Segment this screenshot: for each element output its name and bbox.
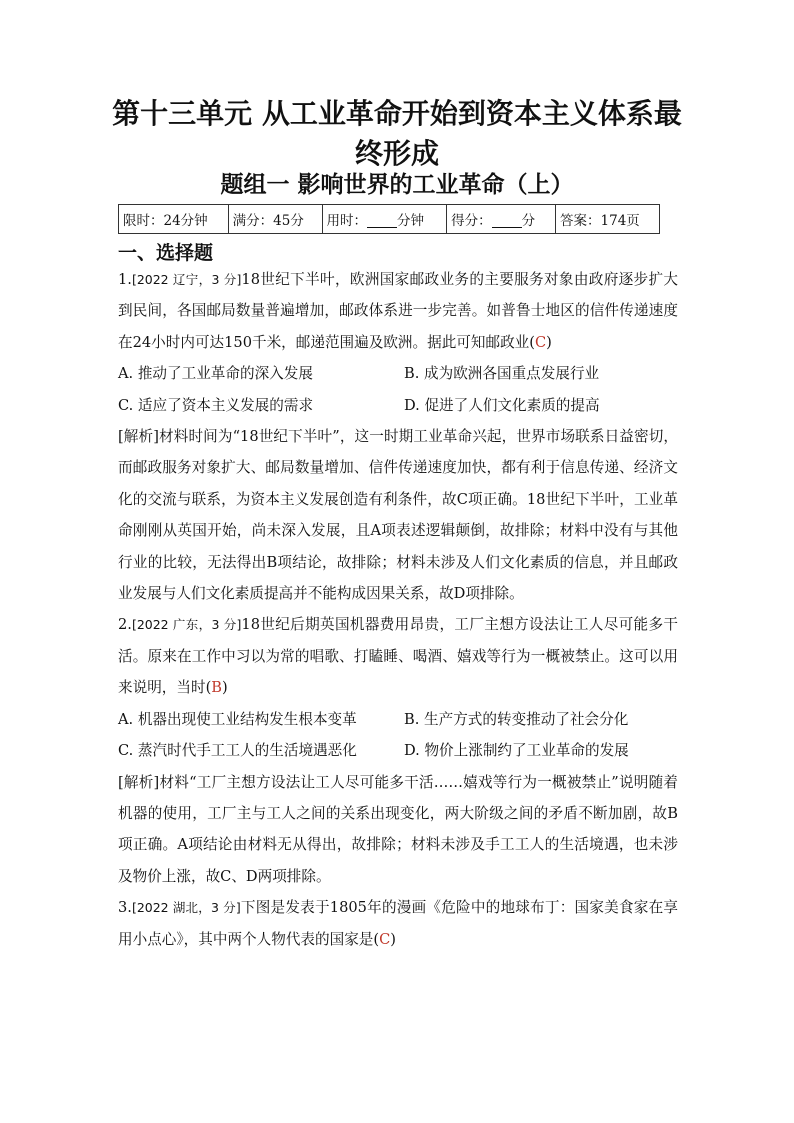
info-table — [118, 204, 660, 234]
score-unit: 分 — [521, 213, 536, 229]
question-stem: 18世纪后期英国机器费用昂贵，工厂主想方设法让工人尽可能多干活。原来在工作中习以为常的唱歌、打瞌睡、喝酒、嬉戏等行为一概被禁止。这可以用来说明，当时( — [118, 616, 678, 697]
question-stem: 下图是发表于1805年的漫画《危险中的地球布丁：国家美食家在享用小点心》，其中两个人物代表的国家是( — [118, 899, 678, 948]
options-row — [118, 358, 678, 389]
time-used-label: 用时： — [326, 213, 368, 229]
time-limit-cell: 限时：24分钟 — [119, 205, 229, 234]
option-b: B. 成为欧洲各国重点发展行业 — [404, 365, 600, 383]
answer-letter: C — [379, 930, 391, 948]
analysis-2: [解析]材料“工厂主想方设法让工人尽可能多干活……嬉戏等行为一概被禁止”说明随着机器的使用，工厂主与工人之间的关系出现变化，两大阶级之间的矛盾不断加剧，故B项正确。A项结论由材料无从得出，故排除；材料未涉及手工工人的生活境遇，也未涉及物价上涨，故C、D两项排除。 — [118, 773, 678, 885]
question-close-paren: ) — [222, 679, 228, 697]
options-row — [118, 704, 678, 735]
question-stem: 18世纪下半叶，欧洲国家邮政业务的主要服务对象由政府逐步扩大到民间，各国邮局数量普遍增加，邮政体系进一步完善。如普鲁士地区的信件传递速度在24小时内可达150千米，邮递范围遍及欧洲。据此可知邮政业( — [118, 271, 678, 351]
question-source-tag: [2022 湖北，3 分] — [131, 900, 241, 916]
question-3 — [118, 892, 678, 955]
option-c: C. 蒸汽时代手工工人的生活境遇恶化 — [118, 742, 357, 760]
question-number: 3. — [118, 899, 132, 917]
question-1 — [118, 264, 678, 358]
full-score-cell: 满分：45分 — [228, 205, 322, 234]
unit-title-line2: 终形成 — [354, 137, 439, 170]
question-number: 1. — [118, 271, 132, 288]
option-a: A. 推动了工业革命的深入发展 — [118, 365, 313, 383]
option-d: D. 促进了人们文化素质的提高 — [404, 396, 600, 414]
question-source-tag: [2022 辽宁，3 分] — [131, 272, 242, 287]
unit-title-line1: 第十三单元 从工业革命开始到资本主义体系最 — [112, 97, 682, 130]
questions — [118, 264, 678, 955]
time-used-blank[interactable] — [367, 215, 397, 228]
score-label: 得分： — [451, 213, 492, 229]
answer-letter: C — [534, 333, 547, 351]
score-cell — [447, 205, 556, 234]
group-title: 题组一 影响世界的工业革命（上） — [220, 171, 574, 198]
time-used-cell — [322, 205, 447, 234]
option-d: D. 物价上涨制约了工业革命的发展 — [404, 742, 629, 760]
answer-page-cell: 答案：174页 — [556, 205, 660, 234]
question-close-paren: ) — [390, 930, 396, 948]
score-blank[interactable] — [492, 215, 522, 228]
option-a: A. 机器出现使工业结构发生根本变革 — [118, 710, 357, 728]
time-used-unit: 分钟 — [397, 213, 425, 229]
options-row — [118, 735, 678, 766]
question-source-tag: [2022 广东，3 分] — [131, 617, 242, 633]
question-close-paren: ) — [546, 333, 552, 351]
option-b: B. 生产方式的转变推动了社会分化 — [404, 710, 629, 728]
question-number: 2. — [118, 616, 132, 634]
question-2 — [118, 609, 678, 703]
answer-letter: B — [211, 679, 222, 697]
section-heading: 一、选择题 — [118, 242, 214, 264]
unit-title — [100, 94, 694, 174]
option-c: C. 适应了资本主义发展的需求 — [118, 396, 314, 414]
options-row — [118, 390, 678, 421]
analysis-1: [解析]材料时间为“18世纪下半叶”，这一时期工业革命兴起，世界市场联系日益密切，而邮政服务对象扩大、邮局数量增加、信件传递速度加快，都有利于信息传递、经济文化的交流与联系，为资本主义发展创造有利条件，故C项正确。18世纪下半叶，工业革命刚刚从英国开始，尚未深入发展，且A项表述逻辑颠倒，故排除；材料中没有与其他行业的比较，无法得出B项结论，故排除；材料未涉及人们文化素质的信息，并且邮政业发展与人们文化素质提高并不能构成因果关系，故D项排除。 — [118, 428, 678, 603]
